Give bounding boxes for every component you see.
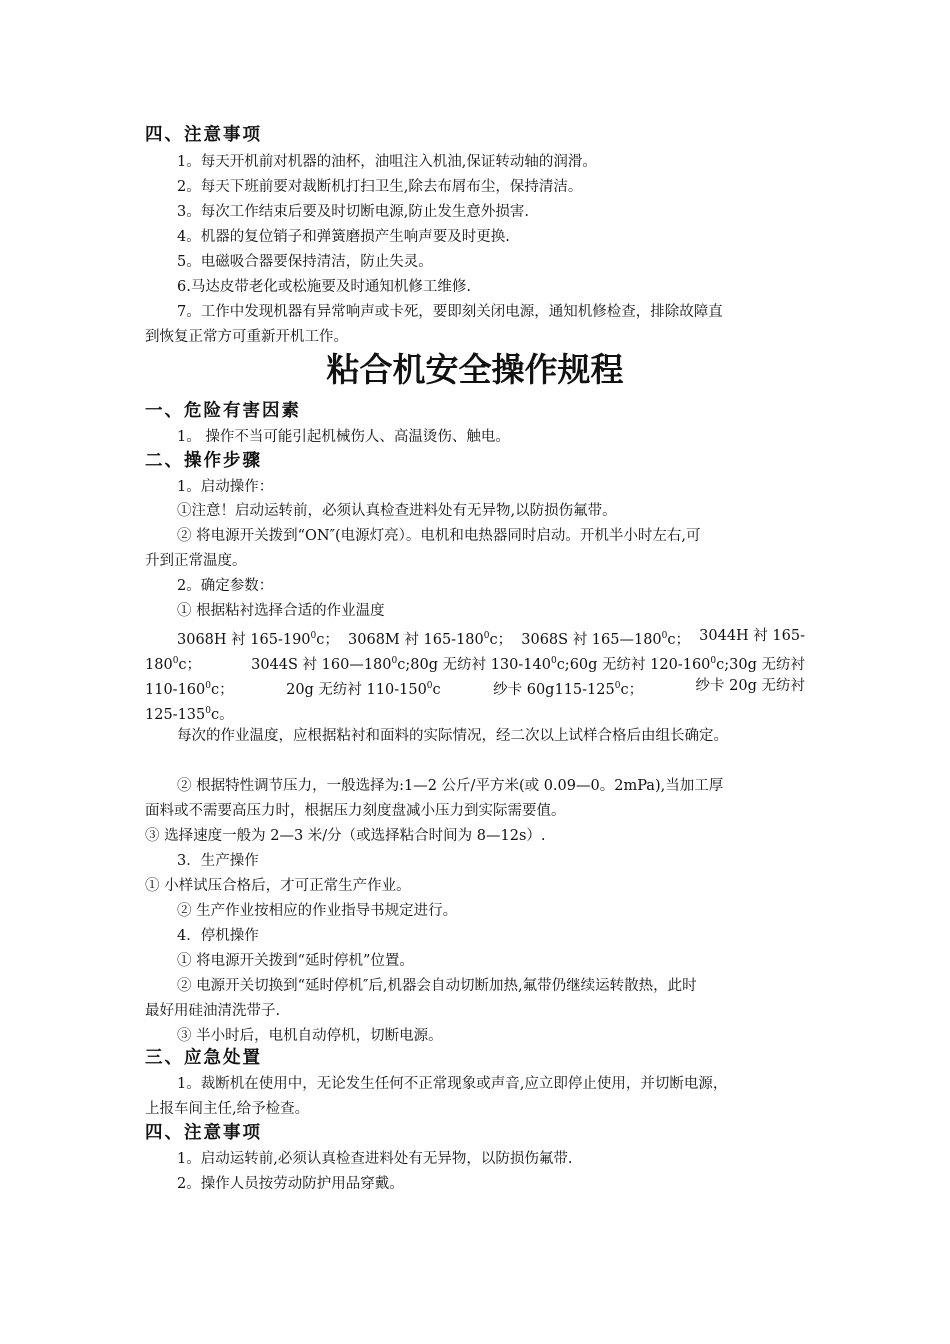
step-text: 面料或不需要高压力时，根据压力刻度盘减小压力到实际需要值。: [145, 803, 566, 819]
note-item: 6.马达皮带老化或松施要及时通知机修工维修.: [177, 279, 471, 295]
temperature-entry: 3068S 衬 $165—180^0c$；: [521, 631, 691, 648]
temperature-row: [145, 651, 805, 675]
step-text: ② 电源开关切换到“延时停机″后,机器会自动切断加热,氟带仍继续运转散热，此时: [177, 978, 697, 994]
step-text: ② 将电源开关拨到“ON″(电源灯亮）。电机和电热器同时启动。开机半小时左右,可: [177, 528, 701, 544]
note-item: 4。机器的复位销子和弹簧磨损产生响声要及时更换.: [177, 229, 510, 245]
temperature-entry: 3068M 衬 $165-180^0c$；: [348, 631, 513, 648]
note-item: 7。工作中发现机器有异常响声或卡死，要即刻关闭电源，通知机修检查，排除故障直: [177, 304, 723, 320]
temperature-entry: 3044S 衬 $160—180^0c;80g$ 无纺衬 $130-140^0c;60g$ 无纺衬 $120-160^0c;30g$ 无纺衬: [251, 656, 805, 673]
temperature-row: [145, 676, 805, 700]
step-text: ② 根据特性调节压力，一般选择为:1—2 公斤/平方米(或 0.09—0。2mPa),当加工厚: [177, 778, 724, 794]
step-text: ③ 选择速度一般为 2—3 米/分（或选择粘合时间为 8—12s）.: [145, 828, 546, 844]
step-text: ① 小样试压合格后，才可正常生产作业。: [145, 878, 411, 894]
step-label-start: 1。启动操作：: [177, 479, 274, 495]
temperature-entry: $180^0c$；: [145, 656, 202, 673]
temperature-entry: 纱卡 20g 无纺衬: [695, 678, 805, 694]
step-label-stop: 4．停机操作: [177, 928, 259, 944]
emergency-item-continued: 上报车间主任,给予检查。: [145, 1101, 310, 1117]
hazard-item: 1。 操作不当可能引起机械伤人、高温烫伤、触电。: [177, 429, 510, 445]
step-label-production: 3．生产操作: [177, 853, 259, 869]
temperature-row: [177, 626, 805, 650]
note-item: 1。每天开机前对机器的油杯，油咀注入机油,保证转动轴的润滑。: [177, 154, 597, 170]
temperature-row: $125-135^0c$。: [145, 706, 234, 723]
note-item: 2。操作人员按劳动防护用品穿戴。: [177, 1176, 404, 1192]
document-title: 粘合机安全操作规程: [326, 350, 624, 389]
temperature-entry: 纱卡 $60g115-125^0c$；: [493, 681, 644, 698]
emergency-item: 1。裁断机在使用中，无论发生任何不正常现象或声音,应立即停止使用，并切断电源，: [177, 1076, 728, 1092]
step-text: 最好用硅油清洗带子.: [145, 1003, 281, 1019]
temperature-note: 每次的作业温度，应根据粘衬和面料的实际情况，经二次以上试样合格后由组长确定。: [177, 728, 728, 744]
temperature-entry: $110-160^0c$；: [145, 681, 234, 698]
section-heading-notes-top: 四、注意事项: [145, 125, 262, 145]
step-text: ① 将电源开关拨到“延时停机”位置。: [177, 953, 414, 969]
section-heading-notes: 四、注意事项: [145, 1123, 262, 1143]
note-item: 3。每次工作结束后要及时切断电源,防止发生意外损害.: [177, 204, 529, 220]
step-text: ① 根据粘衬选择合适的作业温度: [177, 603, 385, 619]
step-text: ①注意！启动运转前，必须认真检查进料处有无异物,以防损伤氟带。: [177, 503, 617, 519]
step-label-params: 2。确定参数：: [177, 578, 274, 594]
note-item-continued: 到恢复正常方可重新开机工作。: [145, 329, 348, 345]
temperature-entry: 20g 无纺衬 $110-150^0c$: [286, 681, 441, 698]
note-item: 5。电磁吸合器要保持清洁，防止失灵。: [177, 254, 433, 270]
note-item: 1。启动运转前,必须认真检查进料处有无异物，以防损伤氟带.: [177, 1151, 573, 1167]
section-heading-emergency: 三、应急处置: [145, 1048, 262, 1068]
step-text: ② 生产作业按相应的作业指导书规定进行。: [177, 903, 458, 919]
section-heading-steps: 二、操作步骤: [145, 451, 262, 471]
temperature-entry: 3068H 衬 $165-190^0c$；: [177, 631, 339, 648]
step-text: 升到正常温度。: [145, 553, 247, 569]
step-text: ③ 半小时后，电机自动停机，切断电源。: [177, 1028, 443, 1044]
temperature-entry: 3044H 衬 165-: [699, 628, 805, 644]
note-item: 2。每天下班前要对裁断机打扫卫生,除去布屑布尘，保持清洁。: [177, 179, 583, 195]
section-heading-hazards: 一、危险有害因素: [145, 401, 301, 421]
